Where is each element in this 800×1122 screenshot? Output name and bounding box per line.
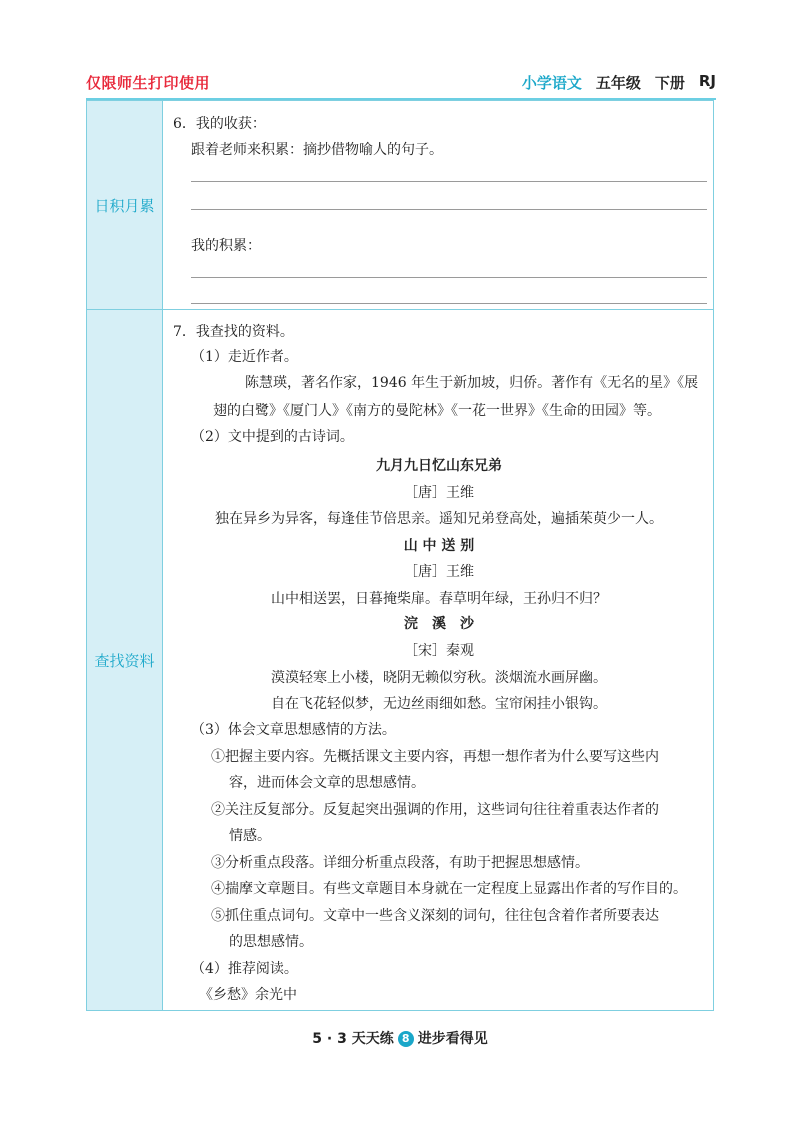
section-label-accumulate: 日积月累 — [87, 101, 163, 309]
grade-label: 五年级 — [595, 74, 641, 92]
method-item: ⑤抓住重点词句。文章中一些含义深刻的词句，往往包含着作者所要表达 — [211, 908, 659, 924]
part-3-title: （3）体会文章思想感情的方法。 — [191, 722, 396, 738]
footer-slogan: 进步看得见 — [417, 1031, 488, 1047]
term-label: 下册 — [654, 74, 685, 92]
part-4-title: （4）推荐阅读。 — [191, 961, 298, 977]
edition-label: RJ — [698, 72, 716, 90]
method-item: ④揣摩文章题目。有些文章题目本身就在一定程度上显露出作者的写作目的。 — [211, 881, 687, 897]
poem-line: 山中相送罢，日暮掩柴扉。春草明年绿，王孙归不归？ — [271, 591, 607, 607]
part-1-title: （1）走近作者。 — [191, 349, 298, 365]
method-item: ①把握主要内容。先概括课文主要内容，再想一想作者为什么要写这些内 — [211, 749, 659, 765]
answer-line[interactable] — [191, 181, 707, 182]
worksheet-table — [86, 100, 714, 1011]
poem-title: 浣 溪 沙 — [404, 616, 474, 632]
row-divider — [87, 309, 713, 310]
page-number-badge: 8 — [398, 1031, 414, 1047]
poem-author: ［唐］王维 — [404, 485, 474, 501]
poem-author: ［唐］王维 — [404, 564, 474, 580]
method-item-cont: 容，进而体会文章的思想感情。 — [229, 775, 425, 791]
method-item: ②关注反复部分。反复起突出强调的作用，这些词句往往着重表达作者的 — [211, 802, 659, 818]
method-item: ③分析重点段落。详细分析重点段落，有助于把握思想感情。 — [211, 855, 589, 871]
recommended-reading: 《乡愁》余光中 — [199, 987, 297, 1003]
poem-line: 独在异乡为异客，每逢佳节倍思亲。遥知兄弟登高处，遍插茱萸少一人。 — [215, 511, 663, 527]
author-intro-line: 陈慧瑛，著名作家，1946 年生于新加坡，归侨。著作有《无名的星》《展 — [245, 375, 699, 391]
answer-line[interactable] — [191, 209, 707, 210]
answer-line[interactable] — [191, 277, 707, 278]
my-accumulation-label: 我的积累： — [191, 238, 261, 254]
footer — [0, 1028, 800, 1048]
question-6-prompt: 跟着老师来积累：摘抄借物喻人的句子。 — [191, 142, 443, 158]
print-notice: 仅限师生打印使用 — [86, 74, 211, 92]
poem-author: ［宋］秦观 — [404, 643, 474, 659]
section-label-research: 查找资料 — [87, 310, 163, 1010]
answer-line[interactable] — [191, 303, 707, 304]
book-info — [522, 72, 716, 93]
poem-title: 山 中 送 别 — [403, 538, 475, 554]
poem-title: 九月九日忆山东兄弟 — [376, 458, 502, 474]
method-item-cont: 的思想感情。 — [229, 934, 313, 950]
poem-line: 漠漠轻寒上小楼，晓阴无赖似穷秋。淡烟流水画屏幽。 — [271, 670, 607, 686]
part-2-title: （2）文中提到的古诗词。 — [191, 429, 354, 445]
method-item-cont: 情感。 — [229, 828, 271, 844]
poem-line: 自在飞花轻似梦，无边丝雨细如愁。宝帘闲挂小银钩。 — [271, 696, 607, 712]
author-intro-line: 翅的白鹭》《厦门人》《南方的曼陀林》《一花一世界》《生命的田园》等。 — [213, 403, 661, 419]
subject-label: 小学语文 — [521, 74, 582, 92]
question-7-title: 7．我查找的资料。 — [173, 324, 294, 340]
question-6-title: 6．我的收获： — [173, 116, 266, 132]
footer-brand: 5 · 3 天天练 — [312, 1031, 394, 1047]
